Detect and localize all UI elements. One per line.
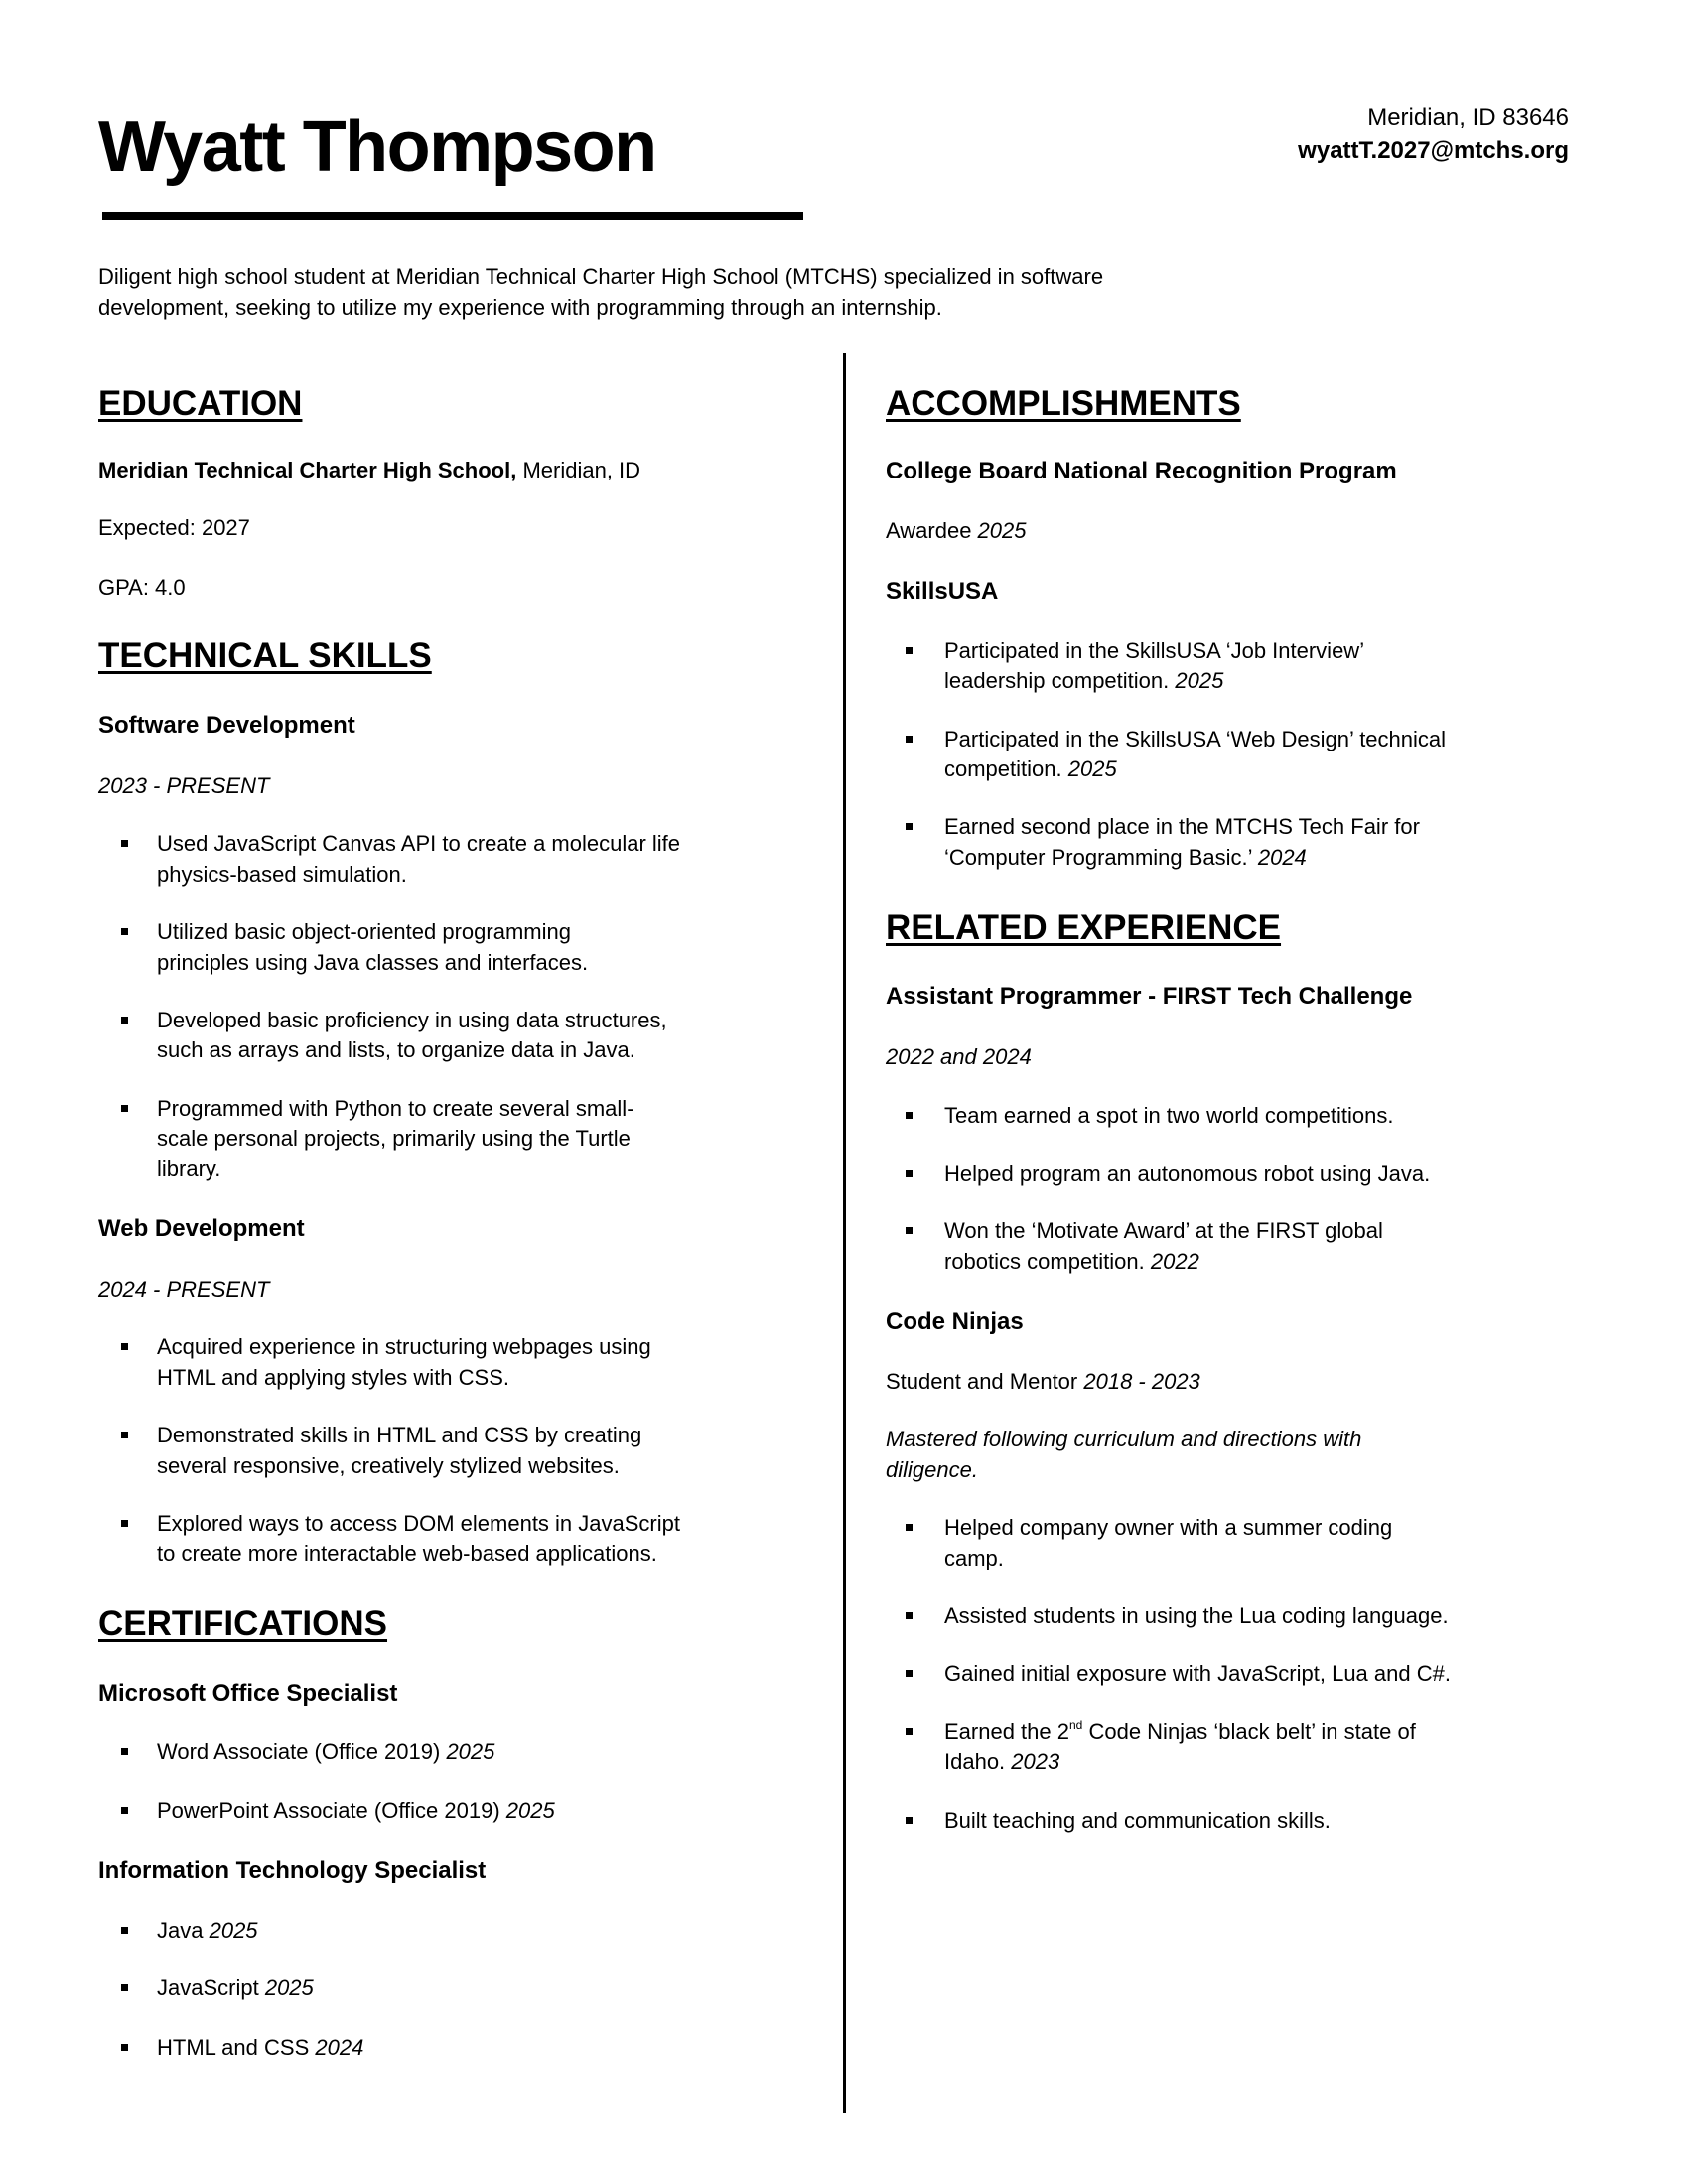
year-label: 2023 [1011, 1749, 1060, 1774]
experience-dates: 2022 and 2024 [886, 1044, 1032, 1069]
bullet-text: Team earned a spot in two world competitions. [944, 1103, 1394, 1128]
bullet-icon [906, 1817, 913, 1824]
accomplishment-title: College Board National Recognition Program [886, 458, 1397, 484]
cert-name: PowerPoint Associate (Office 2019) [157, 1798, 506, 1823]
bullet-text: Acquired experience in structuring webpages using [157, 1334, 651, 1359]
bullet-icon [906, 647, 913, 654]
cert-year: 2025 [264, 1976, 314, 2000]
skill-group-title: Web Development [98, 1215, 305, 1242]
bullet-text-part: robotics competition. [944, 1249, 1151, 1274]
bullet-text-part: leadership competition. [944, 668, 1176, 693]
experience-role [886, 1367, 1200, 1397]
bullet-text [944, 1717, 1416, 1747]
column-divider [843, 353, 846, 2113]
section-title-certifications: CERTIFICATIONS [98, 1604, 388, 1643]
bullet-text: Assisted students in using the Lua coding language. [944, 1603, 1449, 1628]
year-label: 2022 [1150, 1249, 1199, 1274]
section-title-education: EDUCATION [98, 384, 303, 423]
bullet-icon [121, 1520, 128, 1527]
bullet-icon [906, 1227, 913, 1234]
cert-item [157, 2033, 363, 2063]
bullet-text: camp. [944, 1546, 1004, 1570]
bullet-icon [121, 1984, 128, 1991]
bullet-text [944, 754, 1117, 784]
bullet-text: Participated in the SkillsUSA ‘Job Interview’ [944, 638, 1365, 663]
bullet-icon [121, 1748, 128, 1755]
experience-note: Mastered following curriculum and directions with [886, 1427, 1362, 1451]
cert-group-title: Microsoft Office Specialist [98, 1680, 398, 1706]
bullet-icon [906, 1524, 913, 1531]
bullet-text: Helped program an autonomous robot using Java. [944, 1161, 1431, 1186]
name-underline-rule [102, 212, 803, 220]
bullet-text: principles using Java classes and interfaces. [157, 950, 589, 975]
bullet-text: Used JavaScript Canvas API to create a molecular life [157, 831, 681, 856]
experience-title: Assistant Programmer - FIRST Tech Challenge [886, 983, 1413, 1010]
bullet-icon [121, 1017, 128, 1024]
bullet-icon [906, 1670, 913, 1677]
bullet-text: Earned second place in the MTCHS Tech Fair for [944, 814, 1420, 839]
contact-address: Meridian, ID 83646 [1367, 104, 1569, 131]
bullet-text: to create more interactable web-based applications. [157, 1541, 657, 1566]
bullet-text: Programmed with Python to create several small- [157, 1096, 634, 1121]
bullet-text-part: ‘Computer Programming Basic.’ [944, 845, 1258, 870]
bullet-text: Participated in the SkillsUSA ‘Web Design’ technical [944, 727, 1447, 751]
bullet-text: Won the ‘Motivate Award’ at the FIRST global [944, 1218, 1383, 1243]
section-title-accomplishments: ACCOMPLISHMENTS [886, 384, 1241, 423]
bullet-text-part: Code Ninjas ‘black belt’ in state of [1082, 1719, 1416, 1744]
bullet-text: library. [157, 1157, 221, 1181]
bullet-icon [121, 1927, 128, 1934]
accomplishment-role [886, 516, 1027, 546]
section-title-related-experience: RELATED EXPERIENCE [886, 908, 1282, 947]
cert-group-title: Information Technology Specialist [98, 1857, 487, 1884]
education-expected: Expected: 2027 [98, 515, 250, 540]
cert-item [157, 1974, 314, 2003]
bullet-text-part: competition. [944, 756, 1068, 781]
cert-name: JavaScript [157, 1976, 265, 2000]
bullet-text-part: Idaho. [944, 1749, 1012, 1774]
bullet-icon [121, 928, 128, 935]
bullet-icon [906, 823, 913, 830]
candidate-name: Wyatt Thompson [98, 107, 656, 187]
accomplishment-title: SkillsUSA [886, 578, 999, 605]
dates-label: 2018 - 2023 [1083, 1369, 1200, 1394]
year-label: 2025 [977, 518, 1027, 543]
cert-item [157, 1796, 555, 1826]
experience-note: diligence. [886, 1457, 978, 1482]
contact-email[interactable]: wyattT.2027@mtchs.org [1298, 137, 1569, 164]
bullet-text: Developed basic proficiency in using data structures, [157, 1008, 667, 1032]
bullet-icon [121, 1343, 128, 1350]
year-label: 2024 [1257, 845, 1307, 870]
role-label: Student and Mentor [886, 1369, 1084, 1394]
bullet-icon [121, 1807, 128, 1814]
cert-name: HTML and CSS [157, 2035, 316, 2060]
ordinal-suffix: nd [1068, 1718, 1083, 1732]
bullet-icon [906, 1112, 913, 1119]
year-label: 2025 [1175, 668, 1224, 693]
cert-year: 2024 [315, 2035, 364, 2060]
bullet-text [944, 1747, 1059, 1777]
bullet-icon [906, 736, 913, 743]
bullet-text: Helped company owner with a summer coding [944, 1515, 1393, 1540]
cert-item [157, 1737, 494, 1767]
cert-year: 2025 [209, 1918, 258, 1943]
bullet-text: scale personal projects, primarily using the Turtle [157, 1126, 631, 1151]
education-gpa: GPA: 4.0 [98, 575, 186, 600]
bullet-icon [906, 1728, 913, 1735]
bullet-text [944, 666, 1223, 696]
bullet-text: Built teaching and communication skills. [944, 1808, 1331, 1833]
experience-title: Code Ninjas [886, 1308, 1024, 1335]
bullet-text: Utilized basic object-oriented programming [157, 919, 571, 944]
cert-name: Word Associate (Office 2019) [157, 1739, 447, 1764]
bullet-icon [121, 2044, 128, 2051]
cert-name: Java [157, 1918, 210, 1943]
section-title-technical-skills: TECHNICAL SKILLS [98, 636, 432, 675]
bullet-icon [121, 1432, 128, 1438]
school-location: Meridian, ID [516, 458, 641, 482]
bullet-text: several responsive, creatively stylized websites. [157, 1453, 620, 1478]
summary-line-1: Diligent high school student at Meridian Technical Charter High School (MTCHS) specialized in software [98, 264, 1104, 289]
bullet-text: physics-based simulation. [157, 862, 407, 887]
bullet-icon [906, 1170, 913, 1177]
bullet-icon [906, 1612, 913, 1619]
bullet-text: Gained initial exposure with JavaScript, Lua and C#. [944, 1661, 1451, 1686]
bullet-text: Demonstrated skills in HTML and CSS by creating [157, 1423, 642, 1447]
skill-group-dates: 2023 - PRESENT [98, 773, 270, 798]
school-name: Meridian Technical Charter High School, [98, 458, 517, 482]
role-label: Awardee [886, 518, 978, 543]
bullet-icon [121, 840, 128, 847]
bullet-text [944, 1247, 1199, 1277]
bullet-text [944, 843, 1307, 873]
bullet-text: such as arrays and lists, to organize data in Java. [157, 1037, 635, 1062]
cert-item [157, 1916, 258, 1946]
bullet-text-part: Earned the 2 [944, 1719, 1069, 1744]
skill-group-dates: 2024 - PRESENT [98, 1277, 270, 1301]
bullet-text: Explored ways to access DOM elements in JavaScript [157, 1511, 680, 1536]
cert-year: 2025 [446, 1739, 495, 1764]
summary-line-2: development, seeking to utilize my experience with programming through an internship. [98, 295, 942, 320]
skill-group-title: Software Development [98, 712, 355, 739]
education-school [98, 456, 640, 485]
year-label: 2025 [1067, 756, 1117, 781]
cert-year: 2025 [505, 1798, 555, 1823]
bullet-icon [121, 1105, 128, 1112]
bullet-text: HTML and applying styles with CSS. [157, 1365, 509, 1390]
